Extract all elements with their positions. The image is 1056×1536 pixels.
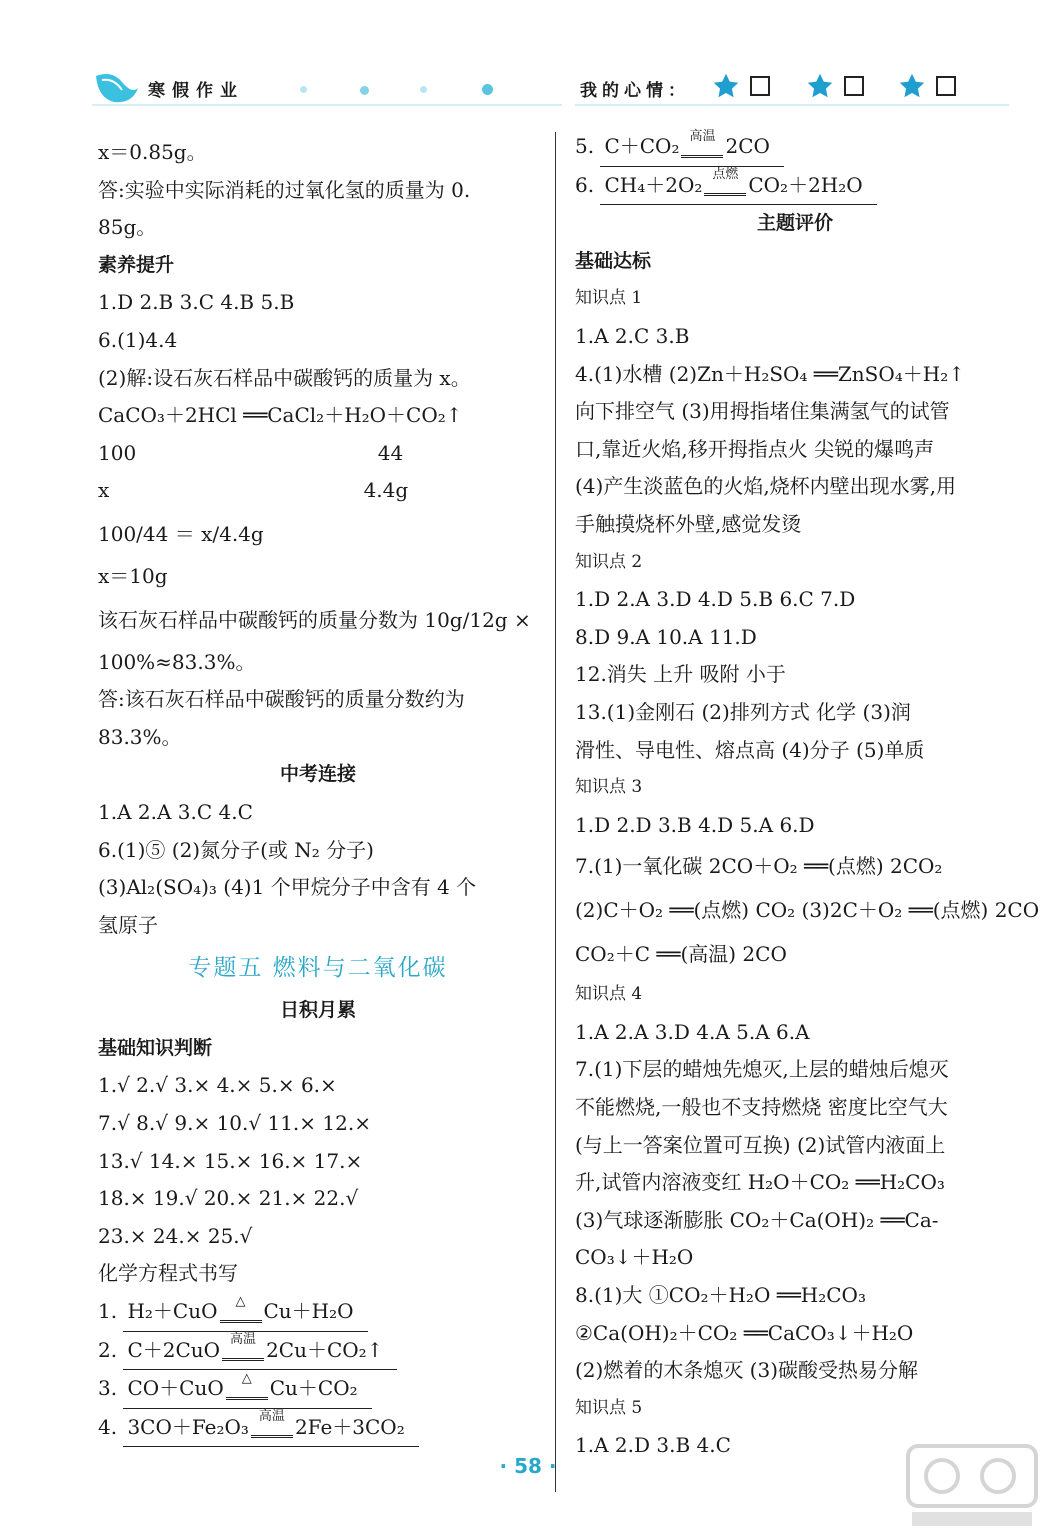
answer-line: 1.A 2.A 3.D 4.A 5.A 6.A <box>575 1019 810 1044</box>
section-heading: 素养提升 <box>98 253 175 276</box>
answer-line: 8.D 9.A 10.A 11.D <box>575 624 757 649</box>
answer-line: 手触摸烧杯外壁,感觉发烫 <box>575 511 802 536</box>
answer-line: 口,靠近火焰,移开拇指点火 尖锐的爆鸣声 <box>575 436 935 461</box>
answer-line: (与上一答案位置可互换) (2)试管内液面上 <box>575 1132 946 1157</box>
left-column <box>98 134 538 1447</box>
answer-line: ②Ca(OH)₂＋CO₂ ══CaCO₃↓＋H₂O <box>575 1320 914 1345</box>
answer-line: 4.(1)水槽 (2)Zn＋H₂SO₄ ══ZnSO₄＋H₂↑ <box>575 361 965 386</box>
answer-line: 85g。 <box>98 215 157 240</box>
star-icon <box>806 72 834 100</box>
answer-line: (2)解:设石灰石样品中碳酸钙的质量为 x。 <box>98 365 471 390</box>
knowledge-point-label: 知识点 4 <box>575 984 643 1005</box>
answer-line: 1.√ 2.√ 3.× 4.× 5.× 6.× <box>98 1073 337 1098</box>
mood-option-2[interactable] <box>806 72 864 100</box>
answer-line: (3)气球逐渐膨胀 CO₂＋Ca(OH)₂ ══Ca- <box>575 1207 939 1232</box>
topic-title: 专题五 燃料与二氧化碳 <box>188 955 448 982</box>
answer-line: (3)Al₂(SO₄)₃ (4)1 个甲烷分子中含有 4 个 <box>98 875 477 900</box>
answer-line: 13.√ 14.× 15.× 16.× 17.× <box>98 1148 363 1173</box>
answer-line: 7.(1)下层的蜡烛先熄灭,上层的蜡烛后熄灭 <box>575 1057 949 1082</box>
answer-line: 100%≈83.3%。 <box>98 649 256 674</box>
equation-row: 3. CO＋CuO △ Cu＋CO₂ <box>98 1370 538 1409</box>
answer-line: 83.3%。 <box>98 724 182 749</box>
answer-line: 升,试管内溶液变红 H₂O＋CO₂ ══H₂CO₃ <box>575 1170 945 1195</box>
mood-option-1[interactable] <box>712 72 770 100</box>
answer-line: (2)燃着的木条熄灭 (3)碳酸受热易分解 <box>575 1358 919 1383</box>
header-dot <box>420 86 427 93</box>
header-rule <box>575 104 1009 106</box>
answer-line: 不能燃烧,一般也不支持燃烧 密度比空气大 <box>575 1095 948 1120</box>
answer-line: CO₂＋C ══(高温) 2CO <box>575 942 787 967</box>
equation-row: 6. CH₄＋2O₂ 点燃 CO₂＋2H₂O <box>575 167 1015 206</box>
column-divider <box>555 132 556 1492</box>
star-icon <box>898 72 926 100</box>
star-icon <box>712 72 740 100</box>
equation-row: 1. H₂＋CuO △ Cu＋H₂O <box>98 1293 538 1332</box>
proportion-line: 100/44 ＝ x/4.4g <box>98 521 264 546</box>
page-header <box>0 0 1056 110</box>
header-dot <box>482 84 493 95</box>
mood-label: 我的心情： <box>580 81 690 101</box>
section-heading: 主题评价 <box>756 212 833 235</box>
header-dot <box>300 86 307 93</box>
section-heading: 基础知识判断 <box>98 1036 213 1059</box>
answer-line: 12.消失 上升 吸附 小于 <box>575 662 786 687</box>
mood-checkbox[interactable] <box>844 76 864 96</box>
answer-line: (2)C＋O₂ ══(点燃) CO₂ (3)2C＋O₂ ══(点燃) 2CO <box>575 898 1040 923</box>
answer-line: 1.A 2.A 3.C 4.C <box>98 799 253 824</box>
answer-line: 该石灰石样品中碳酸钙的质量分数为 10g/12g × <box>98 607 531 632</box>
answer-line: x＝0.85g。 <box>98 140 207 164</box>
ratio-line: 100 44 <box>98 440 404 465</box>
answer-line: 1.D 2.B 3.C 4.B 5.B <box>98 290 295 315</box>
section-heading: 中考连接 <box>279 763 356 786</box>
header-dot <box>360 86 369 95</box>
answer-line: 答:该石灰石样品中碳酸钙的质量分数约为 <box>98 687 465 712</box>
answer-line: 向下排空气 (3)用拇指堵住集满氢气的试管 <box>575 399 950 424</box>
answer-line: x＝10g <box>98 563 168 588</box>
equation-line: CaCO₃＋2HCl ══CaCl₂＋H₂O＋CO₂↑ <box>98 403 463 428</box>
answer-line: 氢原子 <box>98 912 158 937</box>
page-number: · 58 · <box>499 1454 557 1478</box>
answer-line: 7.(1)一氧化碳 2CO＋O₂ ══(点燃) 2CO₂ <box>575 854 943 879</box>
answer-line: 1.D 2.A 3.D 4.D 5.B 6.C 7.D <box>575 587 856 612</box>
equation-row: 4. 3CO＋Fe₂O₃ 高温 2Fe＋3CO₂ <box>98 1409 538 1448</box>
answer-line: 13.(1)金刚石 (2)排列方式 化学 (3)润 <box>575 699 911 724</box>
mood-checkbox[interactable] <box>936 76 956 96</box>
watermark-logo-icon <box>902 1440 1042 1532</box>
answer-line: 1.A 2.D 3.B 4.C <box>575 1433 731 1458</box>
mood-checkbox[interactable] <box>750 76 770 96</box>
knowledge-point-label: 知识点 2 <box>575 551 643 572</box>
answer-line: 18.× 19.√ 20.× 21.× 22.√ <box>98 1186 359 1211</box>
answer-line: 答:实验中实际消耗的过氧化氢的质量为 0. <box>98 177 471 202</box>
mood-option-3[interactable] <box>898 72 956 100</box>
section-heading: 日积月累 <box>279 999 356 1022</box>
equation-row: 2. C＋2CuO 高温 2Cu＋CO₂↑ <box>98 1332 538 1371</box>
right-column <box>575 128 1040 1465</box>
answer-line: 6.(1)⑤ (2)氮分子(或 N₂ 分子) <box>98 837 374 862</box>
ratio-line: x 4.4g <box>98 478 409 503</box>
knowledge-point-label: 知识点 1 <box>575 288 643 309</box>
answer-line: 6.(1)4.4 <box>98 327 178 352</box>
equation-row: 5. C＋CO₂ 高温 2CO <box>575 128 1015 167</box>
header-rule <box>92 104 562 106</box>
answer-line: 8.(1)大 ①CO₂＋H₂O ══H₂CO₃ <box>575 1283 866 1308</box>
section-heading: 基础达标 <box>575 249 652 272</box>
section-heading: 化学方程式书写 <box>98 1261 238 1286</box>
answer-line: 7.√ 8.√ 9.× 10.√ 11.× 12.× <box>98 1111 371 1136</box>
answer-line: (4)产生淡蓝色的火焰,烧杯内壁出现水雾,用 <box>575 474 957 499</box>
answer-line: 23.× 24.× 25.√ <box>98 1223 253 1248</box>
answer-line: CO₃↓＋H₂O <box>575 1245 694 1270</box>
knowledge-point-label: 知识点 5 <box>575 1397 643 1418</box>
answer-line: 1.A 2.C 3.B <box>575 323 690 348</box>
header-title: 寒假作业 <box>148 81 244 101</box>
knowledge-point-label: 知识点 3 <box>575 777 643 798</box>
answer-line: 1.D 2.D 3.B 4.D 5.A 6.D <box>575 812 815 837</box>
answer-line: 滑性、导电性、熔点高 (4)分子 (5)单质 <box>575 737 925 762</box>
